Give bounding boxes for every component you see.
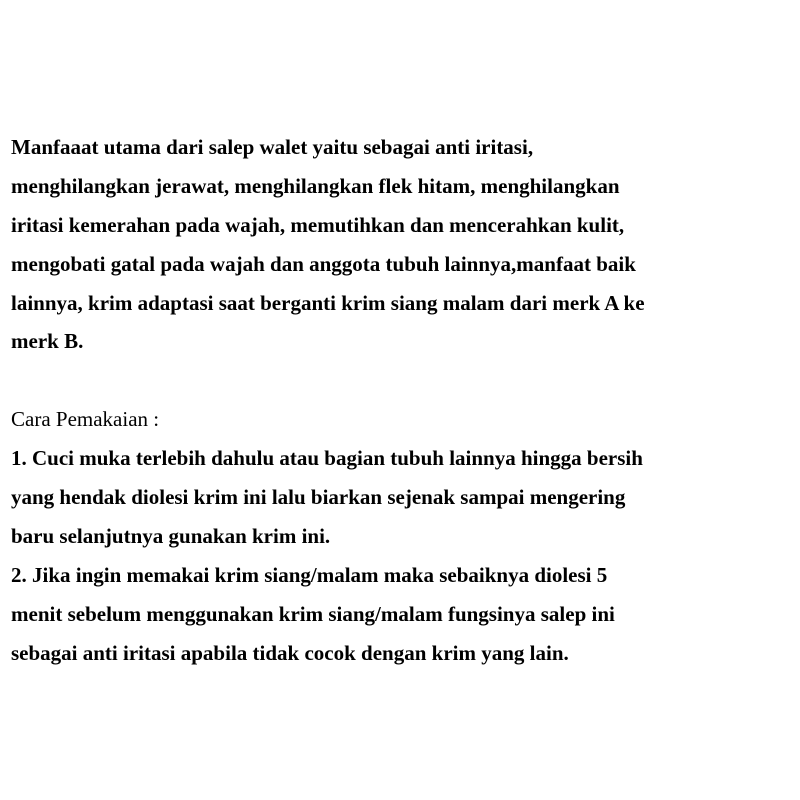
usage-step-1-line: baru selanjutnya gunakan krim ini. [11,523,331,548]
paragraph-spacer [11,361,791,400]
usage-step-2-line: 2. Jika ingin memakai krim siang/malam maka sebaiknya diolesi 5 [11,562,608,587]
benefits-line: merk B. [11,329,84,354]
benefits-line: mengobati gatal pada wajah dan anggota tubuh lainnya,manfaat baik [11,251,636,276]
usage-step-1-line: yang hendak diolesi krim ini lalu biarkan sejenak sampai mengering [11,485,626,510]
usage-step-1 [11,439,791,556]
usage-step-1-line: 1. Cuci muka terlebih dahulu atau bagian tubuh lainnya hingga bersih [11,446,643,471]
usage-step-2-line: sebagai anti iritasi apabila tidak cocok dengan krim yang lain. [11,640,569,665]
benefits-line: iritasi kemerahan pada wajah, memutihkan dan mencerahkan kulit, [11,212,625,237]
benefits-line: lainnya, krim adaptasi saat berganti krim siang malam dari merk A ke [11,290,645,315]
usage-step-2 [11,556,791,673]
usage-section [11,400,791,672]
product-description [11,128,791,672]
benefits-line: Manfaaat utama dari salep walet yaitu sebagai anti iritasi, [11,135,534,159]
usage-heading: Cara Pemakaian : [11,407,160,432]
benefits-line: menghilangkan jerawat, menghilangkan flek hitam, menghilangkan [11,173,620,198]
benefits-paragraph [11,128,791,361]
usage-step-2-line: menit sebelum menggunakan krim siang/malam fungsinya salep ini [11,601,615,626]
